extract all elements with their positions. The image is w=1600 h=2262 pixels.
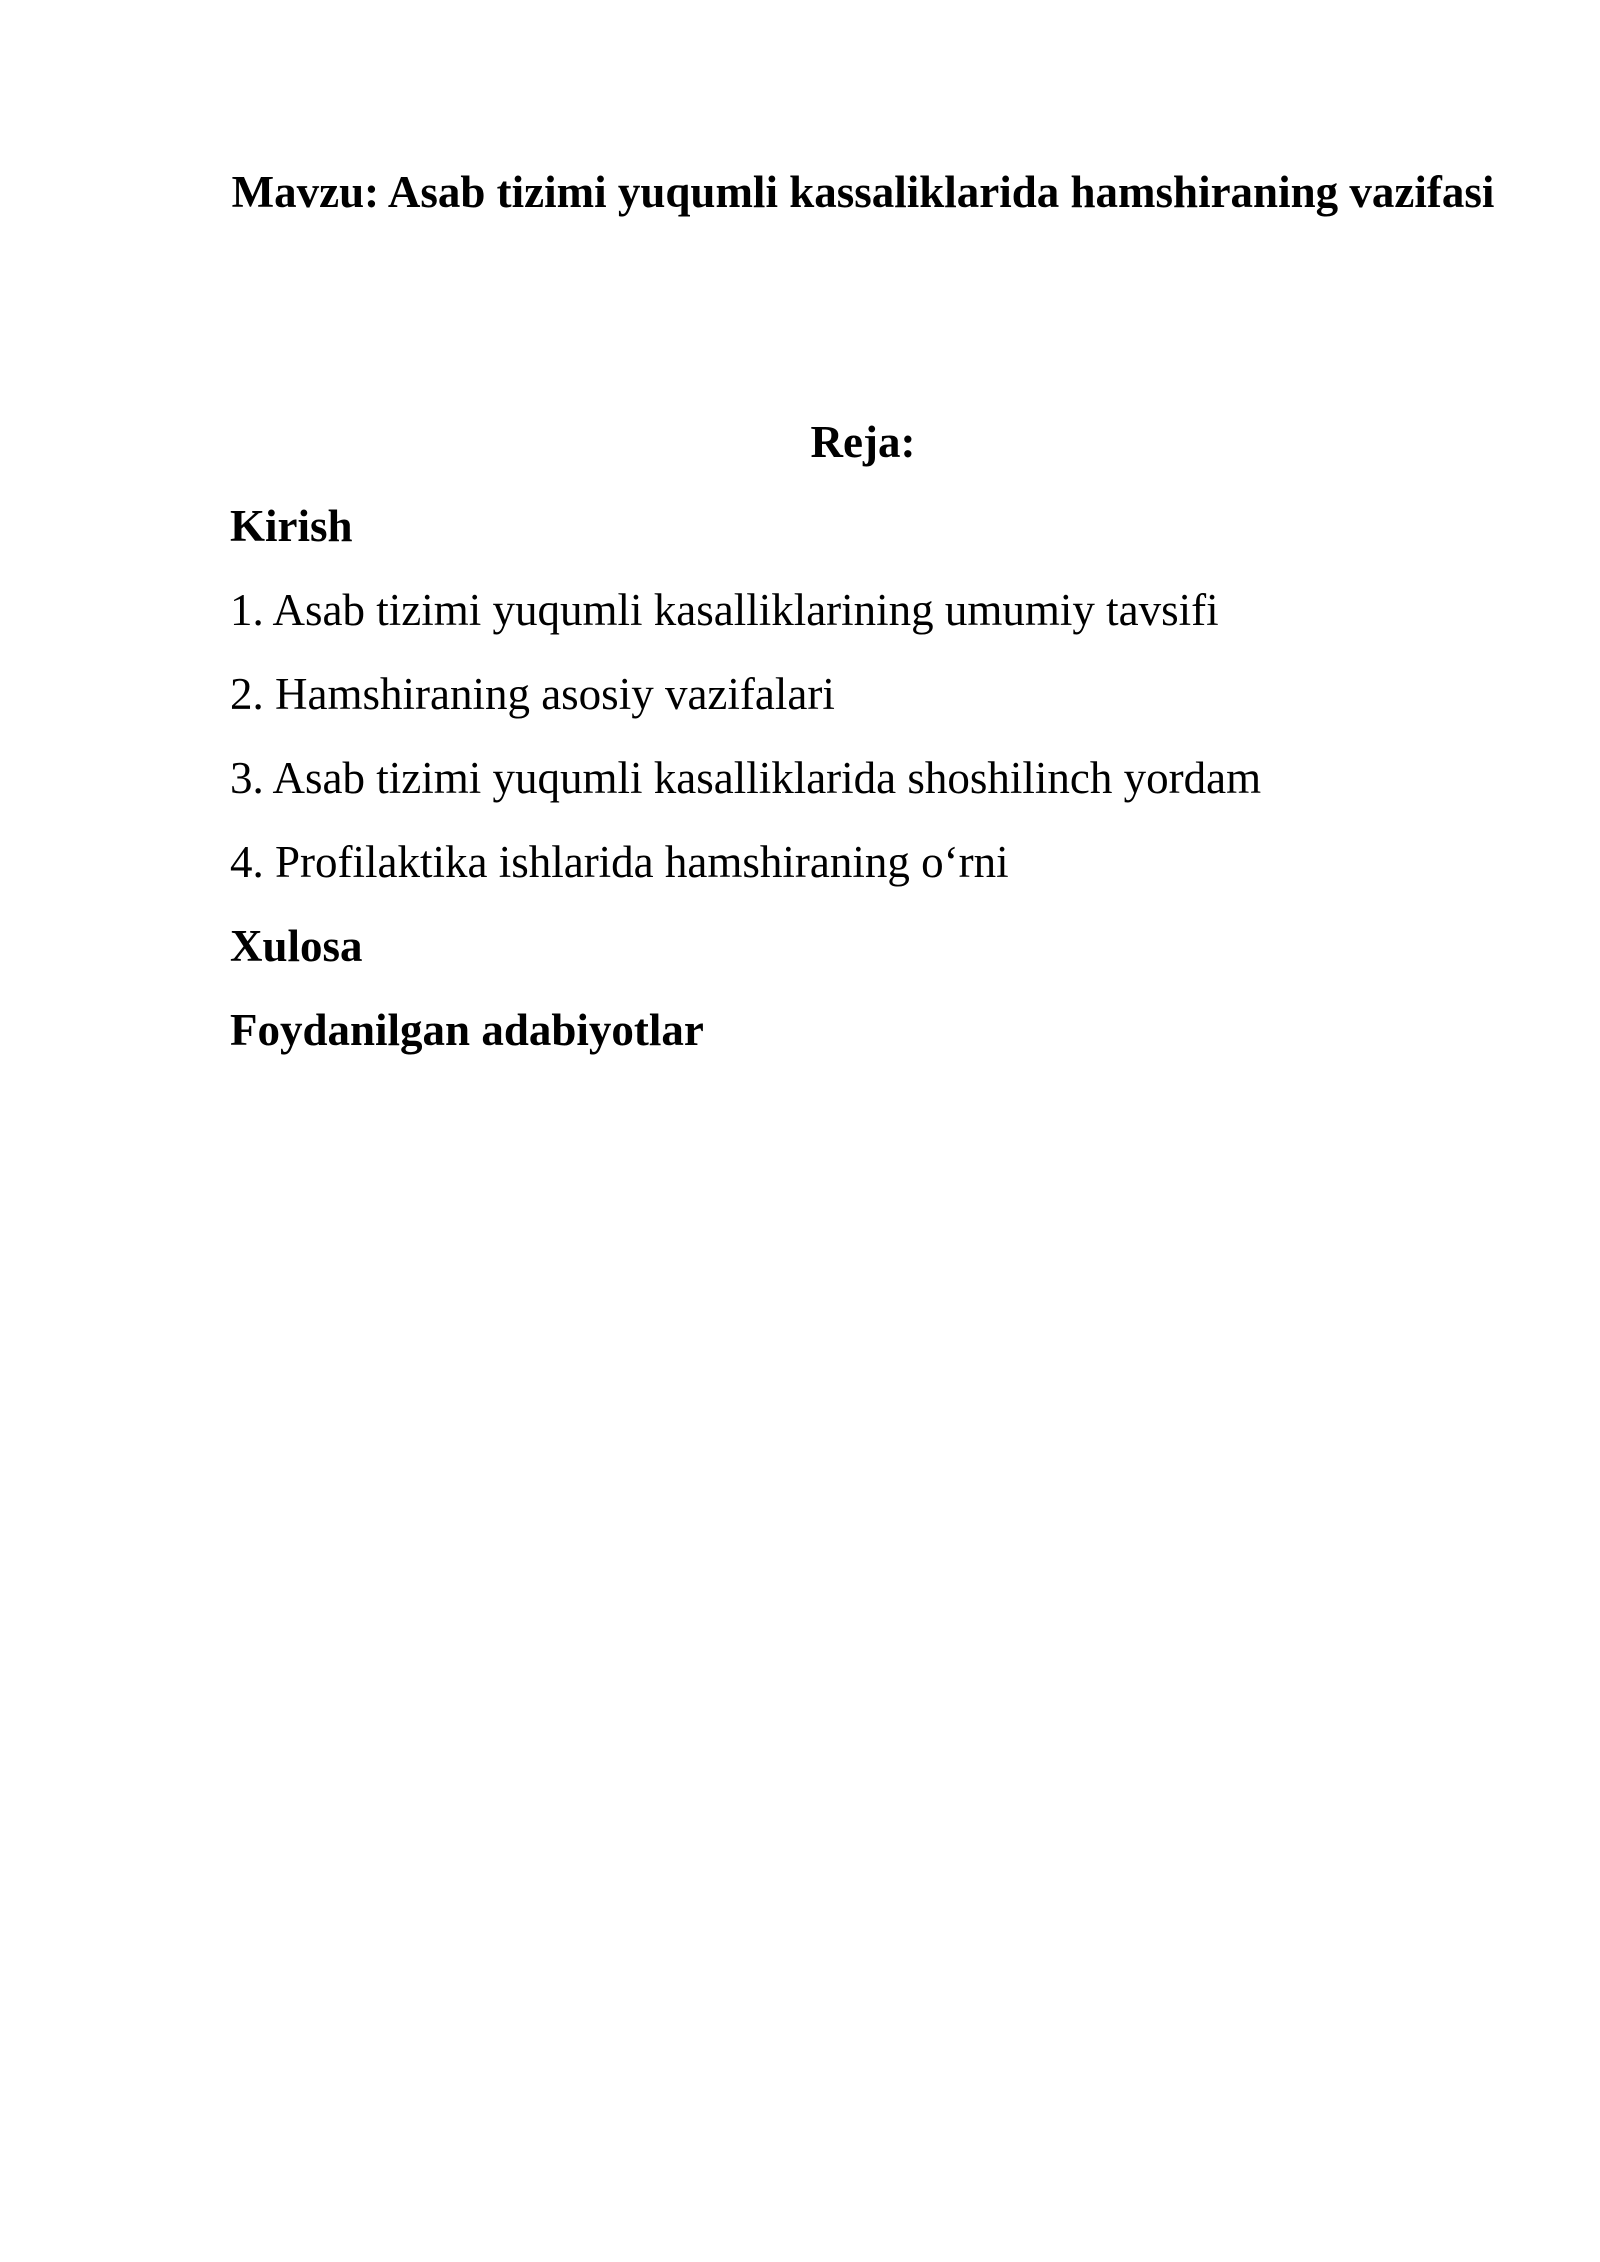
plan-item-conclusion: Xulosa (230, 921, 363, 971)
document-title: Mavzu: Asab tizimi yuqumli kassaliklarida hamshiraning vazifasi (231, 167, 1495, 217)
plan-item-2: 2. Hamshiraning asosiy vazifalari (230, 669, 835, 719)
plan-list (230, 484, 1496, 1072)
plan-heading: Reja: (810, 417, 916, 467)
plan-item-3: 3. Asab tizimi yuqumli kasalliklarida shoshilinch yordam (230, 753, 1262, 803)
plan-item-introduction: Kirish (230, 501, 353, 551)
plan-item-references: Foydanilgan adabiyotlar (230, 1005, 704, 1055)
plan-item-1: 1. Asab tizimi yuqumli kasalliklarining umumiy tavsifi (230, 585, 1219, 635)
plan-item-4: 4. Profilaktika ishlarida hamshiraning o‘rni (230, 837, 1009, 887)
